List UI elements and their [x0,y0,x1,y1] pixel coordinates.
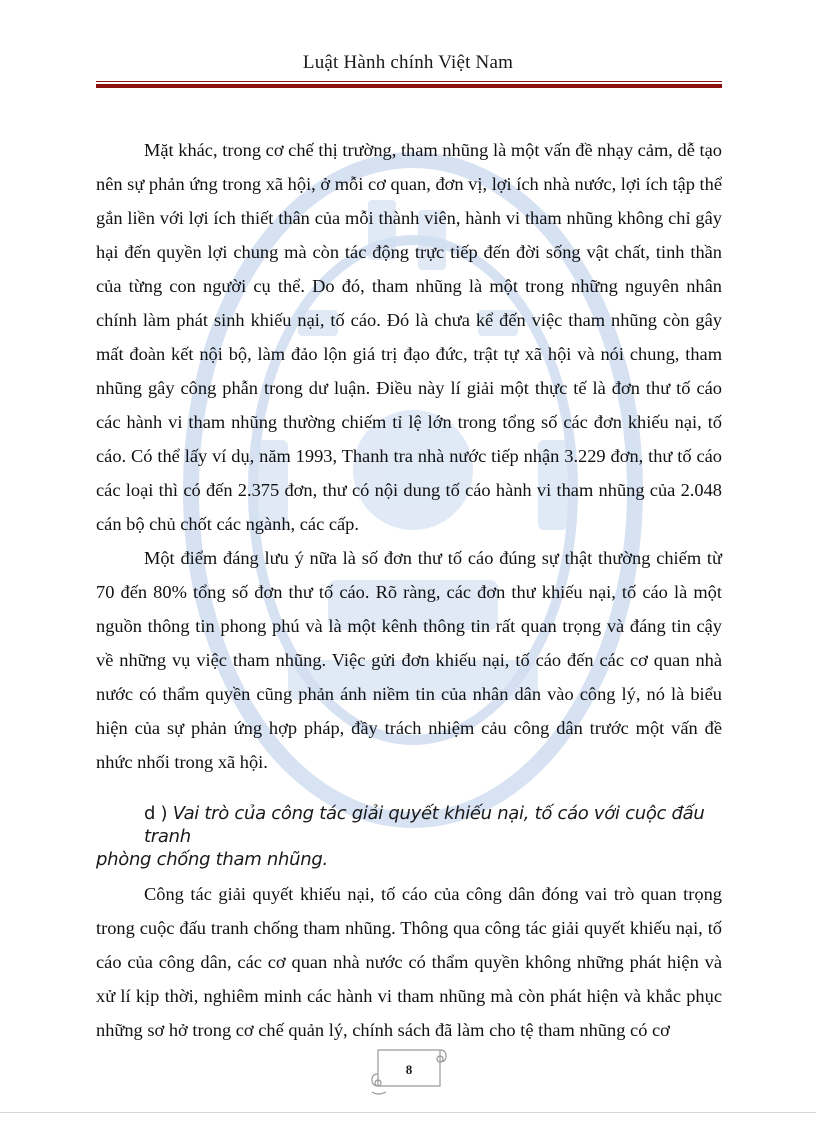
header-rule-thin [96,81,722,82]
section-heading-line1: Vai trò của công tác giải quyết khiếu nại, tố cáo với cuộc đấu tranh [144,803,705,847]
section-heading-label: d ) [144,803,168,824]
page-number: 8 [405,1062,413,1077]
section-heading [96,802,722,871]
page-bottom-line [0,1112,816,1113]
page-header-title: Luật Hành chính Việt Nam [302,52,514,73]
paragraph: Một điểm đáng lưu ý nữa là số đơn thư tố cáo đúng sự thật thường chiếm từ 70 đến 80% tổng số đơn thư tố cáo. Rõ ràng, các đơn thư khiếu nại, tố cáo là một nguồn thông tin phong phú và là một kênh thông tin rất quan trọng và đáng tin cậy về những vụ việc tham nhũng. Việc gửi đơn khiếu nại, tố cáo đến các cơ quan nhà nước có thẩm quyền cũng phản ánh niềm tin của nhân dân vào công lý, nó là biểu hiện của sự phản ứng hợp pháp, đầy trách nhiệm cảu công dân trước một vấn đề nhức nhối trong xã hội. [96,548,722,772]
header-rule-thick [96,84,722,88]
paragraph: Công tác giải quyết khiếu nại, tố cáo của công dân đóng vai trò quan trọng trong cuộc đấu tranh chống tham nhũng. Thông qua công tác giải quyết khiếu nại, tố cáo của công dân, các cơ quan nhà nước có thẩm quyền không những phát hiện và xử lí kịp thời, nghiêm minh các hành vi tham nhũng mà còn phát hiện và khắc phục những sơ hở trong cơ chế quản lý, chính sách đã làm cho tệ tham nhũng có cơ [96,884,722,1040]
paragraph: Mặt khác, trong cơ chế thị trường, tham nhũng là một vấn đề nhạy cảm, dễ tạo nên sự phản ứng trong xã hội, ở mỗi cơ quan, đơn vị, lợi ích nhà nước, lợi ích tập thể gắn liền với lợi ích thiết thân của mỗi thành viên, hành vi tham nhũng không chỉ gây hại đến quyền lợi chung mà còn tác động trực tiếp đến đời sống vật chất, tinh thần của từng con người cụ thể. Do đó, tham nhũng là một trong những nguyên nhân chính làm phát sinh khiếu nại, tố cáo. Đó là chưa kể đến việc tham nhũng còn gây mất đoàn kết nội bộ, làm đảo lộn giá trị đạo đức, trật tự xã hội và nói chung, tham nhũng gây công phẫn trong dư luận. Điều này lí giải một thực tế là đơn thư tố cáo các hành vi tham nhũng thường chiếm tỉ lệ lớn trong tổng số các đơn khiếu nại, tố cáo. Có thể lấy ví dụ, năm 1993, Thanh tra nhà nước tiếp nhận 3.229 đơn, thư tố cáo các loại thì có đến 2.375 đơn, thư có nội dung tố cáo hành vi tham nhũng của 2.048 cán bộ chủ chốt các ngành, các cấp. [96,140,722,534]
page-content [96,133,722,1047]
section-heading-line2: phòng chống tham nhũng. [96,849,328,870]
